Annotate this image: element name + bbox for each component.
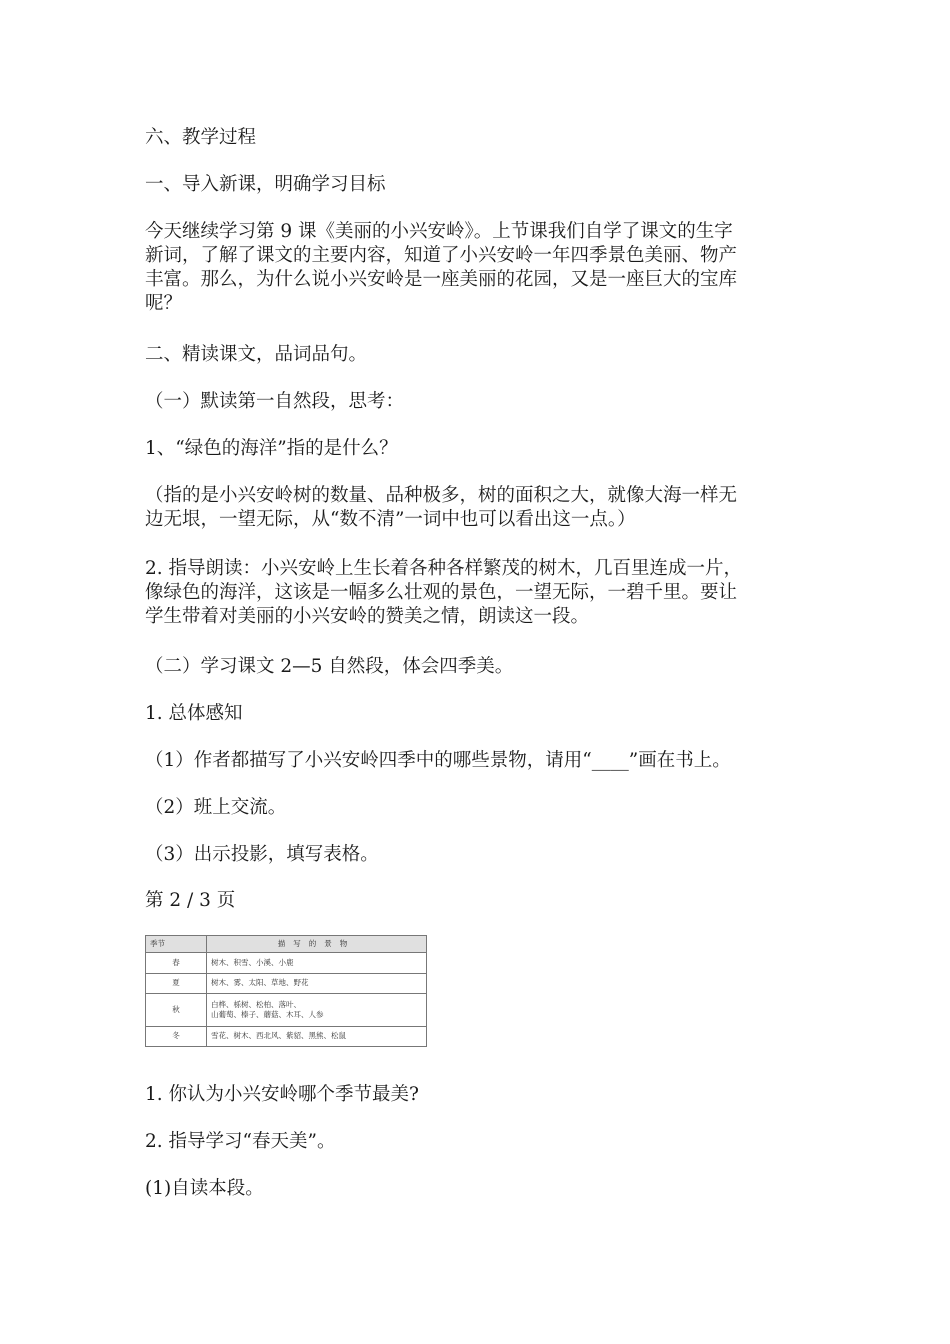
- self-read-paragraph: (1)自读本段。: [145, 1178, 264, 1199]
- step1-paragraph: [145, 220, 825, 316]
- question-best-season: 1. 你认为小兴安岭哪个季节最美?: [145, 1084, 419, 1105]
- overall-item-2: （2）班上交流。: [145, 797, 287, 818]
- sub1-title: （一）默读第一自然段，思考：: [145, 391, 405, 412]
- table-cell-season: 春: [146, 953, 207, 973]
- guide-line-2: 像绿色的海洋，这该是一幅多么壮观的景色，一望无际，一碧千里。要让: [145, 582, 738, 603]
- heading-teaching-process: 六、教学过程: [145, 127, 257, 148]
- table-row: [146, 973, 427, 993]
- season-scenery-table: [145, 935, 427, 1047]
- table-row: [146, 1026, 427, 1046]
- table-cell-line: 白桦、栎树、松柏、落叶、: [211, 999, 301, 1009]
- table-cell-scenery: 树木、雾、太阳、草地、野花: [207, 973, 427, 993]
- table-cell-scenery: 树木、积雪、小溪、小鹿: [207, 953, 427, 973]
- table-cell-scenery: [207, 994, 427, 1027]
- step1-line-2: 新词，了解了课文的主要内容，知道了小兴安岭一年四季景色美丽、物产: [145, 245, 738, 266]
- sub2-title: （二）学习课文 2—5 自然段，体会四季美。: [145, 656, 514, 677]
- page-number: 第 2 / 3 页: [145, 890, 236, 911]
- table-header-season: 季节: [146, 936, 207, 953]
- table-cell-season: 夏: [146, 973, 207, 993]
- table-cell-season: 冬: [146, 1026, 207, 1046]
- table-row: [146, 953, 427, 973]
- step1-title: 一、导入新课，明确学习目标: [145, 174, 386, 195]
- guide-spring: 2. 指导学习“春天美”。: [145, 1131, 336, 1152]
- question-green-ocean: 1、“绿色的海洋”指的是什么？: [145, 438, 398, 459]
- answer-green-ocean: [145, 484, 825, 532]
- step1-line-4: 呢？: [145, 293, 183, 314]
- step2-title: 二、精读课文，品词品句。: [145, 344, 368, 365]
- answer-line-1: （指的是小兴安岭树的数量、品种极多，树的面积之大，就像大海一样无: [145, 485, 738, 506]
- step1-line-1: 今天继续学习第 9 课《美丽的小兴安岭》。上节课我们自学了课文的生字: [145, 221, 733, 242]
- overall-item-3: （3）出示投影，填写表格。: [145, 844, 379, 865]
- table-header-scenery: 描写的景物: [207, 936, 427, 953]
- overall-perception-title: 1. 总体感知: [145, 703, 243, 724]
- step1-line-3: 丰富。那么，为什么说小兴安岭是一座美丽的花园，又是一座巨大的宝库: [145, 269, 738, 290]
- table-cell-scenery: 雪花、树木、西北风、紫貂、黑熊、松鼠: [207, 1026, 427, 1046]
- guide-line-1: 2. 指导朗读：小兴安岭上生长着各种各样繁茂的树木，几百里连成一片，: [145, 558, 743, 579]
- table-cell-season: 秋: [146, 994, 207, 1027]
- guide-reading-paragraph: [145, 557, 825, 629]
- table-row: [146, 994, 427, 1027]
- answer-line-2: 边无垠，一望无际，从“数不清”一词中也可以看出这一点。）: [145, 509, 636, 530]
- overall-item-1: （1）作者都描写了小兴安岭四季中的哪些景物，请用“____”画在书上。: [145, 750, 731, 771]
- table-header-row: [146, 936, 427, 953]
- table-cell-line: 山葡萄、榛子、蘑菇、木耳、人参: [211, 1009, 324, 1019]
- guide-line-3: 学生带着对美丽的小兴安岭的赞美之情，朗读这一段。: [145, 606, 590, 627]
